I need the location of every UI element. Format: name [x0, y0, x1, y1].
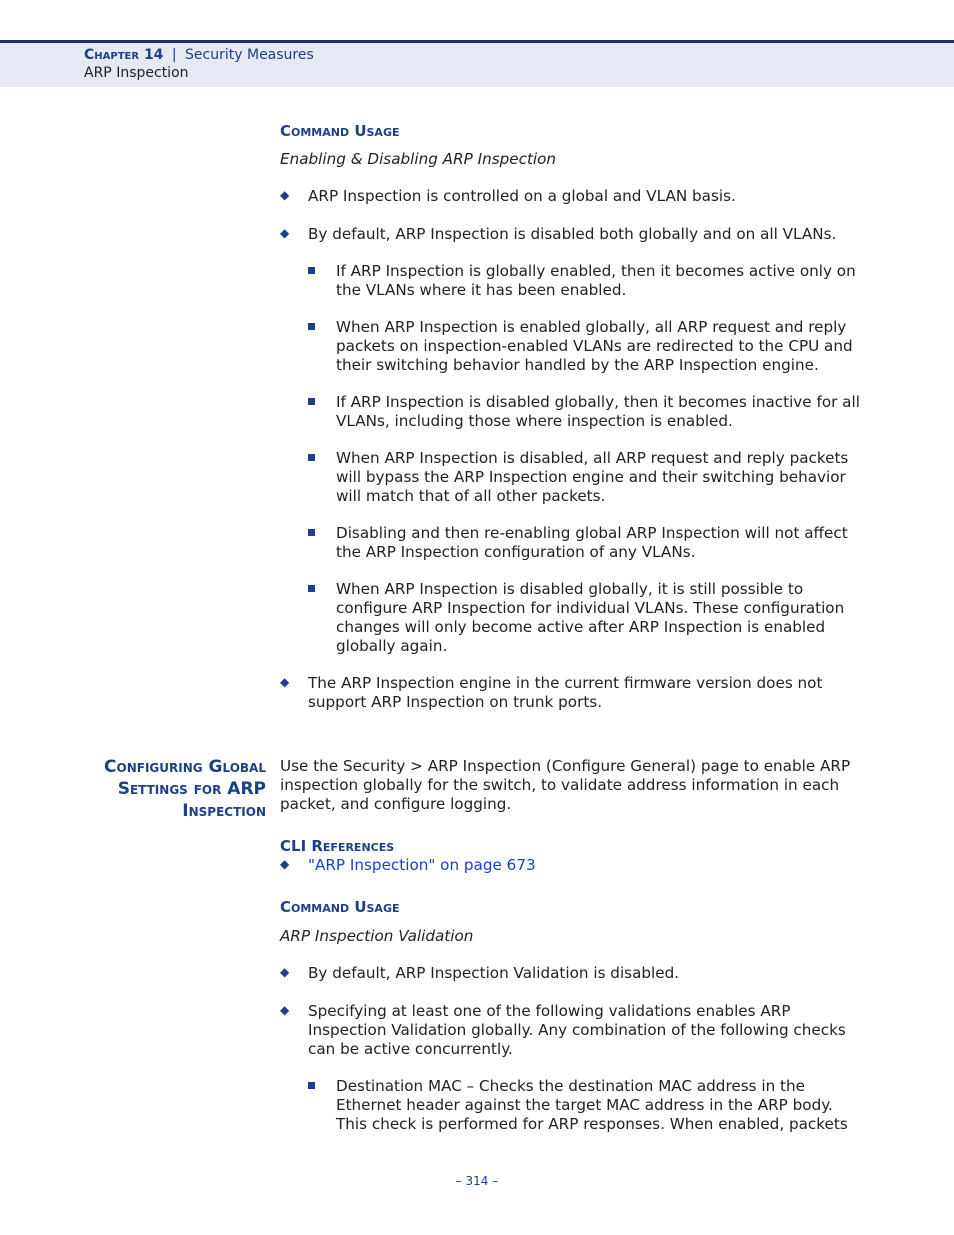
bullet-text: Specifying at least one of the following validations enables ARP Inspection Validation globally. Any combination of the following checks can be active concurrently. [308, 1002, 846, 1058]
square-bullet-icon [308, 323, 315, 330]
diamond-bullet-icon: ◆ [280, 965, 290, 979]
subbullet-text: Disabling and then re-enabling global ARP Inspection will not affect the ARP Inspection configuration of any VLANs. [336, 524, 848, 561]
command-usage-subtitle-1: Enabling & Disabling ARP Inspection [280, 150, 557, 168]
square-bullet-icon [308, 454, 315, 461]
section-title-line: Settings for ARP [117, 779, 266, 799]
page-header [0, 40, 954, 87]
subbullet-text: Destination MAC – Checks the destination MAC address in the Ethernet header against the target MAC address in the ARP body. This check is performed for ARP responses. When enabled, packets [336, 1077, 848, 1133]
subbullet-text: When ARP Inspection is disabled, all ARP request and reply packets will bypass the ARP Inspection engine and their switching behavior will match that of all other packets. [336, 449, 849, 505]
section-title [80, 756, 266, 822]
chapter-title: Security Measures [185, 47, 314, 63]
command-usage-heading-2: Command Usage [280, 898, 400, 916]
subbullet-text: When ARP Inspection is enabled globally, all ARP request and reply packets on inspection-enabled VLANs are redirected to the CPU and their switching behavior handled by the ARP Inspection engine. [336, 318, 853, 374]
section-title-line: Inspection [182, 801, 266, 821]
diamond-bullet-icon: ◆ [280, 226, 290, 240]
page-number: – 314 – [455, 1174, 499, 1188]
section-intro: Use the Security > ARP Inspection (Configure General) page to enable ARP inspection globally for the switch, to validate address information in each packet, and configure logging. [280, 757, 851, 813]
bullet-text: By default, ARP Inspection is disabled both globally and on all VLANs. [308, 225, 837, 243]
subbullet-text: When ARP Inspection is disabled globally, it is still possible to configure ARP Inspection for individual VLANs. These configuration changes will only become active after ARP Inspection is enabled globally again. [336, 580, 845, 655]
chapter-label: Chapter 14 [84, 47, 164, 63]
bullet-text: The ARP Inspection engine in the current firmware version does not support ARP Inspection on trunk ports. [308, 674, 823, 711]
command-usage-heading-1: Command Usage [280, 122, 400, 140]
subbullet-text: If ARP Inspection is disabled globally, then it becomes inactive for all VLANs, including those where inspection is enabled. [336, 393, 860, 430]
square-bullet-icon [308, 1082, 315, 1089]
bullet-text: By default, ARP Inspection Validation is disabled. [308, 964, 680, 982]
square-bullet-icon [308, 585, 315, 592]
section-title-line: Configuring Global [104, 757, 266, 777]
square-bullet-icon [308, 398, 315, 405]
command-usage-subtitle-2: ARP Inspection Validation [280, 927, 474, 945]
cli-references-heading: CLI References [280, 837, 395, 855]
bullet-text: ARP Inspection is controlled on a global and VLAN basis. [308, 187, 736, 205]
subbullet-text: If ARP Inspection is globally enabled, then it becomes active only on the VLANs where it has been enabled. [336, 262, 856, 299]
square-bullet-icon [308, 529, 315, 536]
diamond-bullet-icon: ◆ [280, 857, 290, 871]
chapter-line [84, 47, 314, 63]
diamond-bullet-icon: ◆ [280, 675, 290, 689]
diamond-bullet-icon: ◆ [280, 188, 290, 202]
cli-reference-link[interactable]: "ARP Inspection" on page 673 [308, 856, 536, 874]
diamond-bullet-icon: ◆ [280, 1003, 290, 1017]
header-separator: | [171, 47, 177, 63]
section-label: ARP Inspection [84, 65, 189, 81]
square-bullet-icon [308, 267, 315, 274]
